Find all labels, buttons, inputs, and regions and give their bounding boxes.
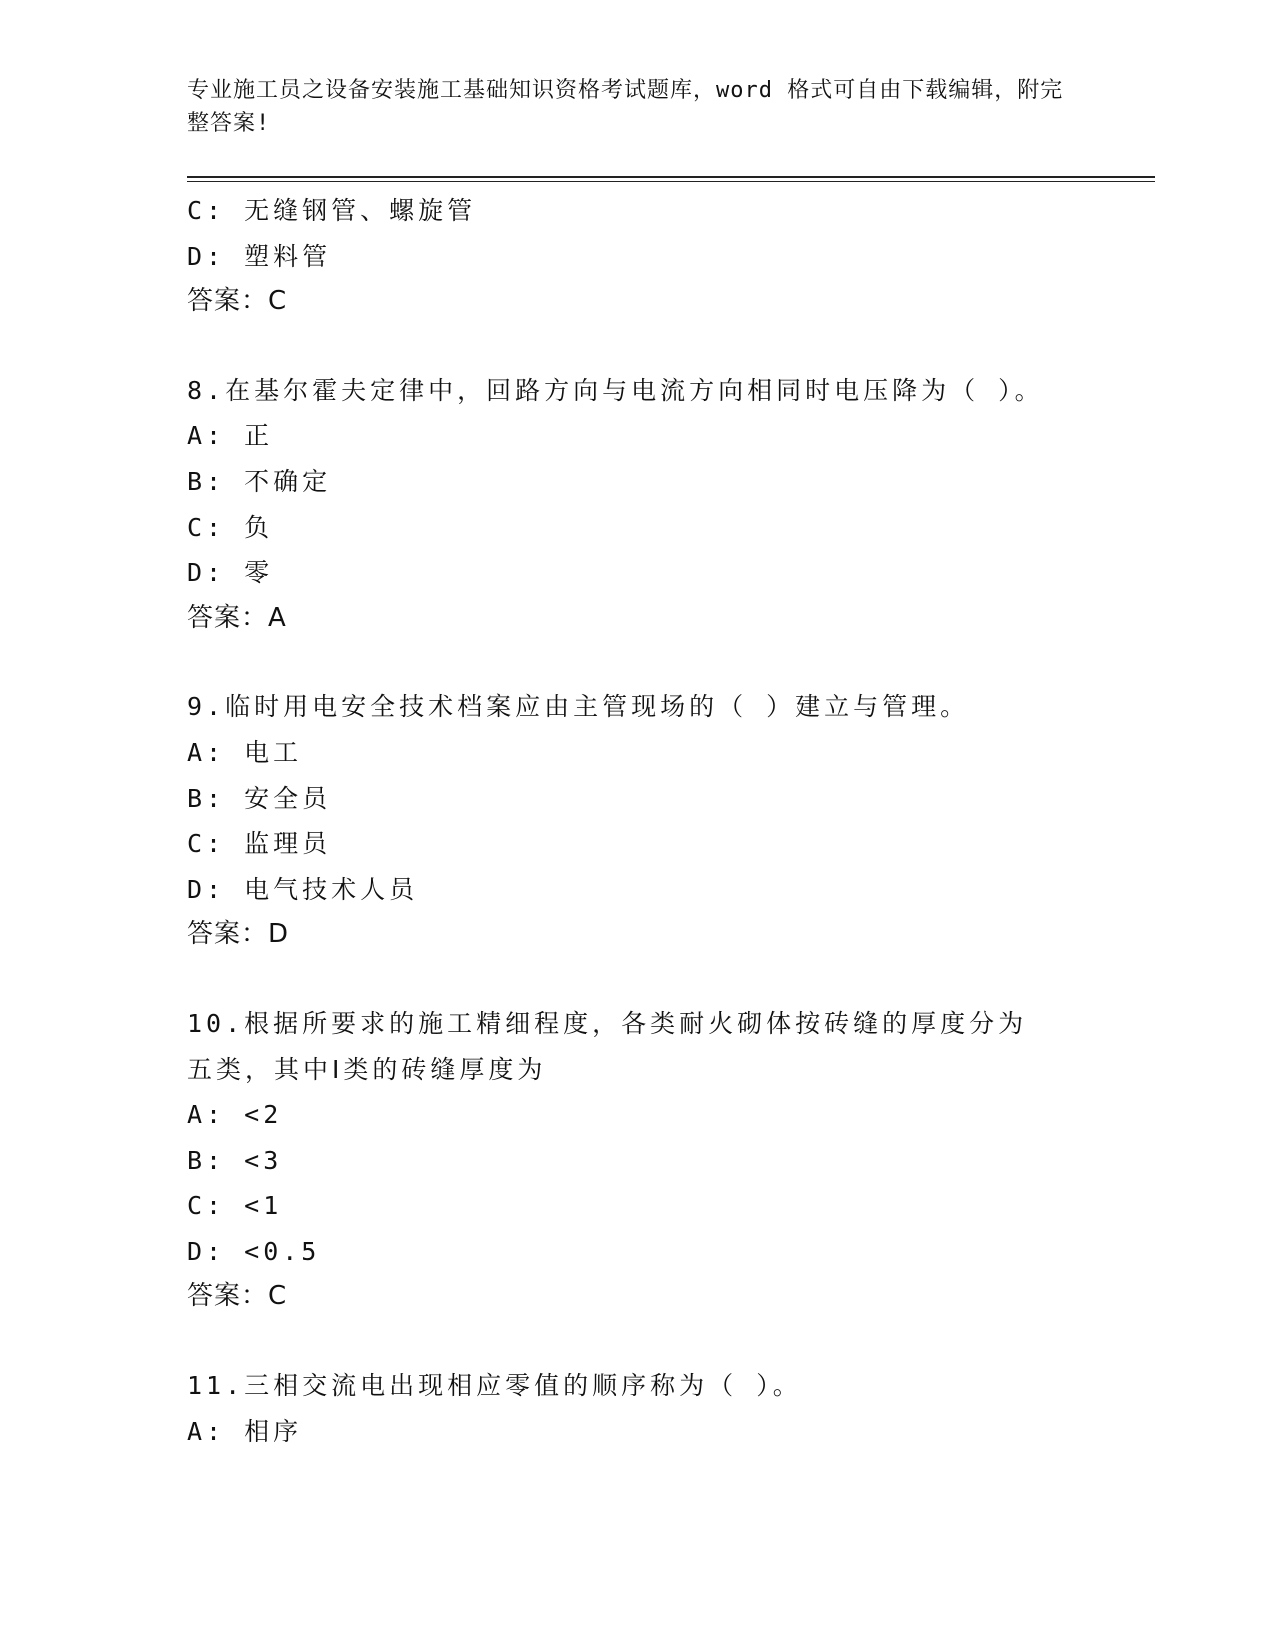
question-text: 10.根据所要求的施工精细程度，各类耐火砌体按砖缝的厚度分为五类，其中Ⅰ类的砖缝厚度为	[187, 1008, 1028, 1084]
document-header: 专业施工员之设备安装施工基础知识资格考试题库，word 格式可自由下载编辑，附完整答案!	[187, 78, 1064, 136]
answer: 答案：D	[187, 919, 290, 950]
question-text: 9.临时用电安全技术档案应由主管现场的（ ）建立与管理。	[187, 692, 970, 722]
option-c: C: <1	[187, 1191, 283, 1221]
option-a: A: 电工	[187, 737, 303, 767]
option-a: A: <2	[187, 1100, 283, 1130]
option-c: C: 负	[187, 512, 274, 542]
answer: 答案：C	[187, 1281, 288, 1312]
option-d: D: 零	[187, 558, 274, 588]
option-c: C: 无缝钢管、螺旋管	[187, 196, 477, 225]
question-block	[187, 1363, 1087, 1454]
header-rule	[187, 176, 1155, 178]
answer: 答案：C	[187, 286, 288, 317]
option-a: A: 相序	[187, 1416, 303, 1446]
question-list	[187, 188, 1087, 1454]
option-c: C: 监理员	[187, 829, 332, 859]
question-block	[187, 188, 1087, 325]
question-block	[187, 1001, 1087, 1320]
option-b: B: 不确定	[187, 466, 332, 496]
header-rule-thin	[187, 181, 1155, 182]
option-d: D: <0.5	[187, 1236, 321, 1266]
option-b: B: <3	[187, 1145, 283, 1175]
option-d: D: 塑料管	[187, 241, 332, 271]
option-b: B: 安全员	[187, 783, 332, 813]
question-block	[187, 684, 1087, 958]
answer: 答案：A	[187, 602, 287, 633]
question-block	[187, 368, 1087, 642]
question-text: 8.在基尔霍夫定律中，回路方向与电流方向相同时电压降为（ ）。	[187, 375, 1044, 405]
option-d: D: 电气技术人员	[187, 874, 419, 904]
question-text: 11.三相交流电出现相应零值的顺序称为（ ）。	[187, 1371, 802, 1401]
option-a: A: 正	[187, 421, 274, 451]
